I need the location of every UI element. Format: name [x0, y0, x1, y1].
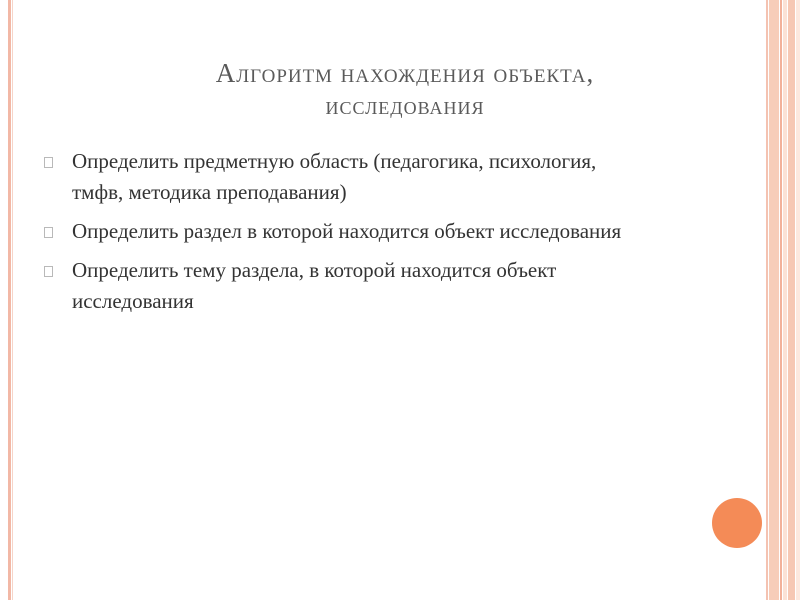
- right-decor-stripe: [788, 0, 795, 600]
- bullet-list: [44, 146, 644, 325]
- right-decor-stripe: [783, 0, 787, 600]
- bullet-item: [44, 216, 644, 247]
- right-decor-stripe: [796, 0, 800, 600]
- left-border-stripe-inner: [12, 0, 13, 600]
- slide-title-line-2: исследования: [325, 93, 485, 120]
- bullet-item: [44, 146, 644, 208]
- right-decor-stripe: [769, 0, 779, 600]
- decorative-circle-icon: [712, 498, 762, 548]
- bullet-marker-icon: [44, 266, 53, 277]
- bullet-text: Определить предметную область (педагогика, психология, тмфв, методика преподавания): [72, 149, 597, 204]
- slide-title-line-1: Алгоритм нахождения объекта,: [215, 58, 595, 88]
- bullet-text: Определить раздел в которой находится объект исследования: [72, 219, 622, 243]
- right-decor-stripe: [766, 0, 768, 600]
- bullet-item: [44, 255, 644, 317]
- right-decor-stripe: [780, 0, 782, 600]
- bullet-marker-icon: [44, 157, 53, 168]
- left-border-stripe: [8, 0, 11, 600]
- bullet-text: Определить тему раздела, в которой находится объект исследования: [72, 258, 557, 313]
- slide-title: [60, 56, 750, 124]
- bullet-marker-icon: [44, 227, 53, 238]
